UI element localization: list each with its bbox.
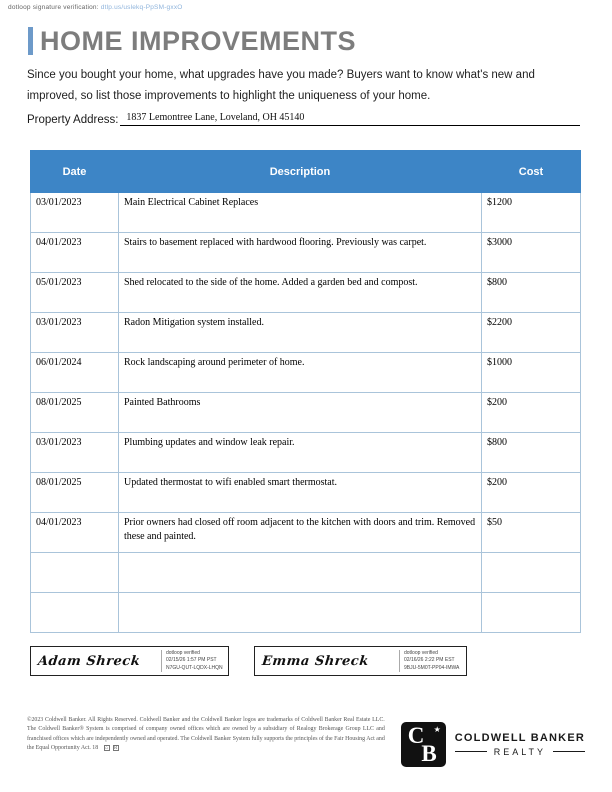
cell-cost: $800: [482, 433, 581, 473]
cb-monogram-icon: [401, 722, 446, 767]
table-row: [31, 473, 581, 513]
improvements-table: [30, 150, 581, 633]
table-row: [31, 433, 581, 473]
table-row: [31, 273, 581, 313]
signature-verification-stamp: [162, 647, 228, 675]
cell-description: Main Electrical Cabinet Replaces: [119, 193, 482, 233]
table-row-empty: [31, 553, 581, 593]
table-row: [31, 393, 581, 433]
cell-cost: $800: [482, 273, 581, 313]
cb-star-icon: ★: [433, 724, 441, 734]
column-header-cost: Cost: [482, 151, 581, 193]
cell-date: 04/01/2023: [31, 513, 119, 553]
legal-text-content: ©2023 Coldwell Banker. All Rights Reserved. Coldwell Banker and the Coldwell Banker logos are trademarks of Coldwell Banker Real Estate LLC. The Coldwell Banker® System is comprised of company owned offices which are owned by a subsidiary of Realogy Brokerage Group LLC and franchised offices which are independently owned and operated. The Coldwell Banker System fully supports the principles of the Fair Housing Act and the Equal Opportunity Act. 18: [27, 717, 385, 752]
property-address-label: Property Address:: [27, 114, 119, 126]
cb-realty-row: [455, 747, 585, 757]
table-header-row: [31, 151, 581, 193]
cell-cost: [482, 553, 581, 593]
table-row: [31, 193, 581, 233]
coldwell-banker-logo: [401, 720, 585, 768]
cell-cost: $2200: [482, 313, 581, 353]
realtor-icon: R: [113, 745, 118, 751]
cell-cost: $200: [482, 473, 581, 513]
table-row: [31, 233, 581, 273]
verified-code: N7GU-QUT-LQDX-LHQN: [166, 664, 223, 671]
cb-realty-label: REALTY: [493, 746, 547, 757]
cell-date: [31, 593, 119, 633]
verification-link[interactable]: dtlp.us/uslekq-PpSM-gxxO: [100, 4, 183, 11]
cell-cost: $1000: [482, 353, 581, 393]
verified-label: dotloop verified: [166, 650, 200, 656]
cell-date: 08/01/2025: [31, 473, 119, 513]
verified-timestamp: 02/15/26 1:57 PM PST: [166, 657, 217, 664]
cell-description: Prior owners had closed off room adjacent to the kitchen with doors and trim. Removed these and painted.: [119, 513, 482, 553]
cb-logo-text: [455, 732, 585, 757]
property-address-row: [27, 112, 580, 126]
title-accent-bar: [28, 27, 33, 55]
cell-description: Plumbing updates and window leak repair.: [119, 433, 482, 473]
cell-date: 06/01/2024: [31, 353, 119, 393]
property-address-value: 1837 Lemontree Lane, Loveland, OH 45140: [120, 112, 580, 126]
cell-description: Stairs to basement replaced with hardwood flooring. Previously was carpet.: [119, 233, 482, 273]
cell-description: Updated thermostat to wifi enabled smart thermostat.: [119, 473, 482, 513]
cb-brand-name: COLDWELL BANKER: [454, 731, 585, 744]
table-row-empty: [31, 593, 581, 633]
cb-rule-left: [455, 751, 487, 752]
cell-date: 05/01/2023: [31, 273, 119, 313]
cell-description: [119, 553, 482, 593]
cell-description: [119, 593, 482, 633]
signatures-row: [30, 646, 467, 676]
verification-line: [8, 4, 183, 11]
legal-icon-group: [104, 745, 119, 751]
cb-letter-c: C: [407, 722, 425, 748]
cell-cost: $1200: [482, 193, 581, 233]
cell-cost: [482, 593, 581, 633]
column-header-date: Date: [31, 151, 119, 193]
cell-description: Shed relocated to the side of the home. Added a garden bed and compost.: [119, 273, 482, 313]
cell-date: 08/01/2025: [31, 393, 119, 433]
cell-date: 04/01/2023: [31, 233, 119, 273]
cb-letter-b: B: [421, 740, 437, 766]
footer: [27, 716, 585, 768]
verified-label: dotloop verified: [404, 650, 438, 656]
cell-cost: $200: [482, 393, 581, 433]
cell-date: [31, 553, 119, 593]
intro-text: Since you bought your home, what upgrades have you made? Buyers want to know what's new and improved, so list those improvements to highlight the uniqueness of your home.: [27, 69, 535, 103]
title-block: [28, 27, 356, 55]
column-header-description: Description: [119, 151, 482, 193]
cb-rule-right: [553, 751, 585, 752]
table-row: [31, 513, 581, 553]
signature-field-seller1[interactable]: [30, 646, 229, 676]
verified-timestamp: 02/16/26 2:22 PM EST: [404, 657, 455, 664]
cell-cost: $50: [482, 513, 581, 553]
cell-description: Radon Mitigation system installed.: [119, 313, 482, 353]
cell-description: Rock landscaping around perimeter of home.: [119, 353, 482, 393]
cell-description: Painted Bathrooms: [119, 393, 482, 433]
equal-housing-icon: ⌂: [105, 745, 109, 751]
verification-label: dotloop signature verification:: [8, 4, 99, 11]
signature-field-seller2[interactable]: [254, 646, 467, 676]
signature-name: Emma Shreck: [261, 653, 370, 669]
signature-verification-stamp: [400, 647, 466, 675]
table-row: [31, 313, 581, 353]
cell-date: 03/01/2023: [31, 433, 119, 473]
cell-date: 03/01/2023: [31, 313, 119, 353]
signature-name: Adam Shreck: [37, 653, 142, 669]
table-row: [31, 353, 581, 393]
cell-cost: $3000: [482, 233, 581, 273]
legal-text: [27, 716, 385, 768]
cell-date: 03/01/2023: [31, 193, 119, 233]
verified-code: 9BJU-5M0T-PP04-IMWA: [404, 664, 460, 671]
page-title: HOME IMPROVEMENTS: [40, 26, 357, 56]
